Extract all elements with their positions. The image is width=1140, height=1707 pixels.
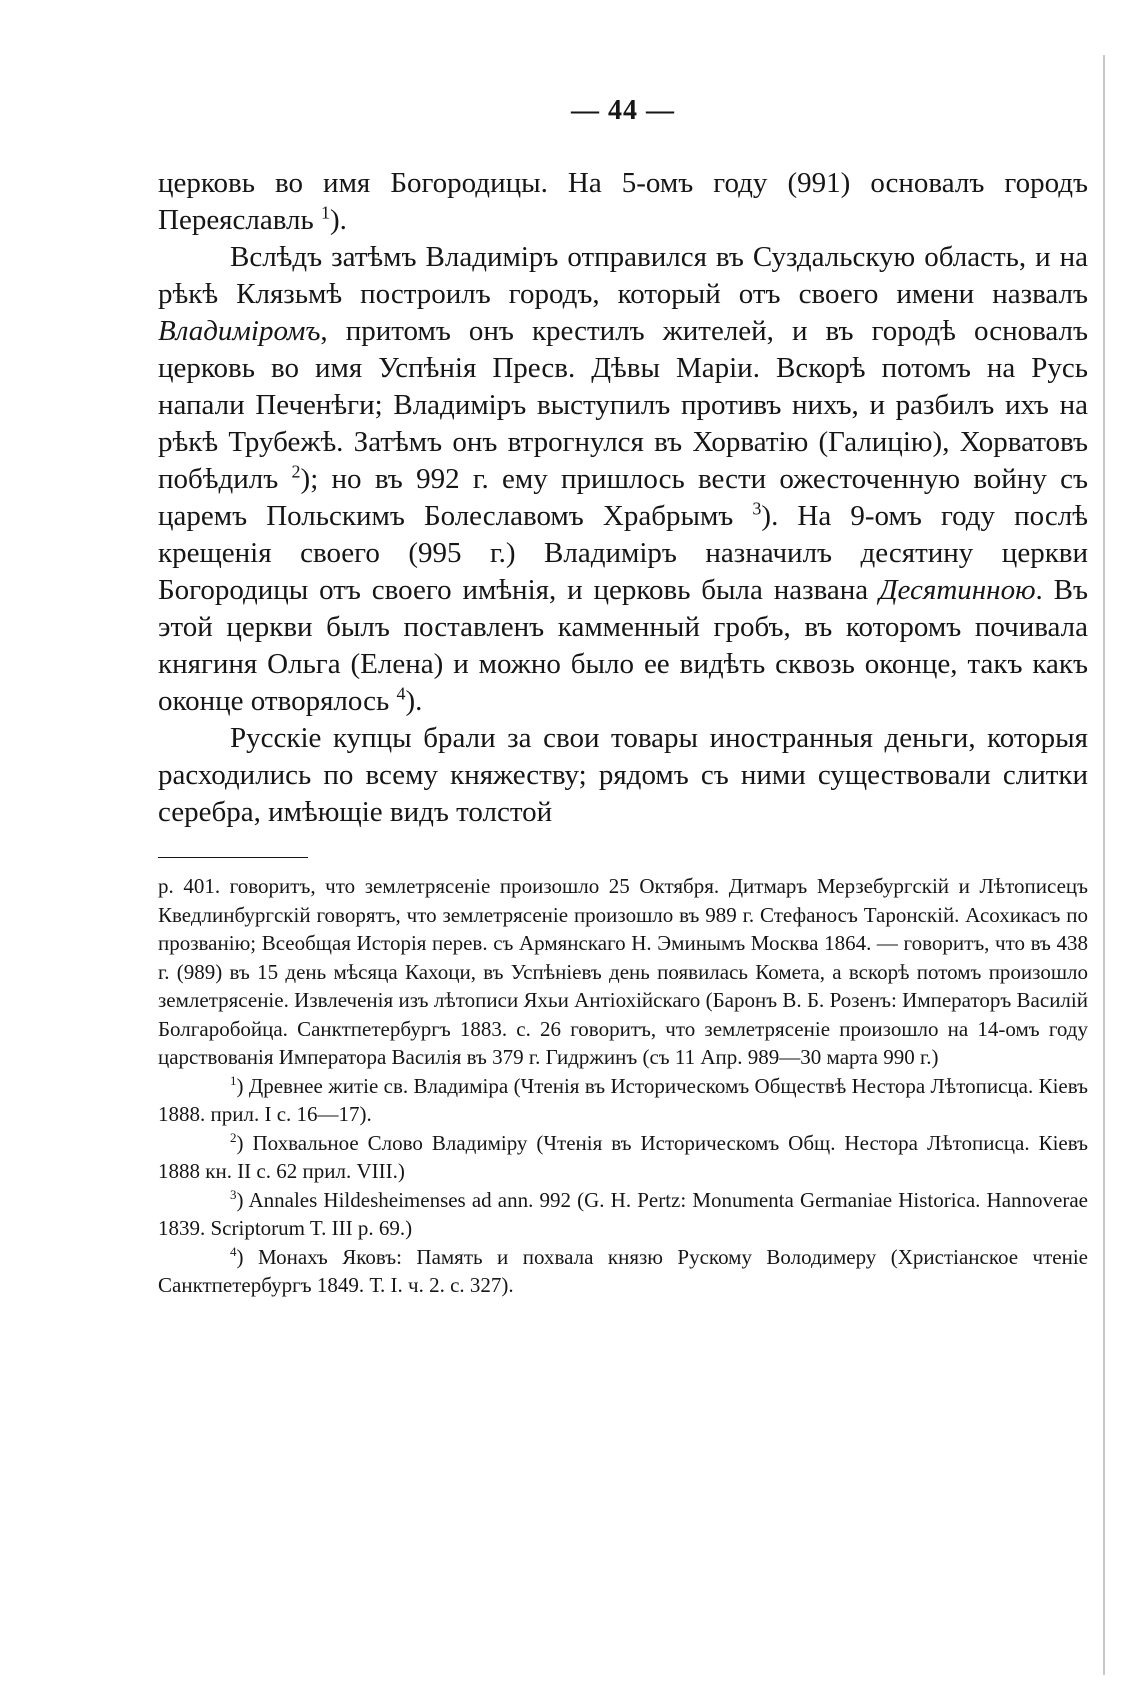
main-text (158, 165, 1088, 831)
page-number: — 44 — (571, 95, 675, 126)
footnote-text: ) Монахъ Яковъ: Память и похвала князю Рускому Володимеру (Христіанское чтеніе Санктпетербургъ 1849. Т. I. ч. 2. с. 327). (158, 1244, 1088, 1297)
footnote-3 (158, 1186, 1088, 1243)
footnote-text: ) Древнее житіе св. Владиміра (Чтенія въ Историческомъ Обществѣ Нестора Лѣтописца. Кіевъ 1888. прил. I с. 16—17). (158, 1073, 1088, 1126)
book-page (158, 95, 1088, 1300)
paragraph-1 (158, 165, 1088, 239)
footnote-mark: 4 (230, 1243, 237, 1259)
footnote-ref: 2 (291, 461, 301, 482)
text-run: ); но въ 992 г. ему пришлось вести ожесточенную войну съ царемъ Польскимъ Болеславомъ Храбрымъ (158, 463, 1088, 532)
text-run: ). На 9-омъ году послѣ крещенія своего (995 г.) Владиміръ назначилъ десятину церкви Богородицы отъ своего имѣнія, и церковь была названа (158, 500, 1088, 606)
text-run: . Въ этой церкви былъ поставленъ камменный гробъ, въ которомъ почивала княгиня Ольга (Елена) и можно было ее видѣть сквозь оконце, такъ какъ оконце отворялось (158, 574, 1088, 717)
footnotes (158, 872, 1088, 1300)
paragraph-2 (158, 239, 1088, 720)
page-edge-line (1103, 55, 1105, 1675)
text-run: ). (405, 685, 423, 717)
footnote-separator (158, 857, 308, 858)
footnote-text: ) Похвальное Слово Владиміру (Чтенія въ Историческомъ Общ. Нестора Лѣтописца. Кіевъ 1888 кн. II с. 62 прил. VIII.) (158, 1130, 1088, 1183)
footnote-4 (158, 1243, 1088, 1300)
footnote-mark: 2 (230, 1129, 237, 1145)
text-run: ). (329, 204, 347, 236)
italic-term: Владиміромъ (158, 315, 321, 347)
footnote-ref: 4 (396, 683, 406, 704)
text-run: Вслѣдъ затѣмъ Владиміръ отправился въ Суздальскую область, и на рѣкѣ Клязьмѣ построилъ городъ, который отъ своего имени назвалъ (158, 241, 1088, 310)
footnote-ref: 1 (321, 202, 330, 223)
footnote-ref: 3 (752, 498, 762, 519)
paragraph-3 (158, 720, 1088, 831)
text-run: , притомъ онъ крестилъ жителей, и въ городѣ основалъ церковь во имя Успѣнія Пресв. Дѣвы Маріи. Вскорѣ потомъ на Русь напали Печенѣги; Владиміръ выступилъ противъ нихъ, и разбилъ ихъ на рѣкѣ Трубежѣ. Затѣмъ онъ втрогнулся въ Хорватію (Галицію), Хорватовъ побѣдилъ (158, 315, 1088, 495)
footnote-1 (158, 1072, 1088, 1129)
text-run: церковь во имя Богородицы. На 5-омъ году (991) основалъ городъ Переяславль (158, 167, 1088, 236)
italic-term: Десятинною (879, 574, 1036, 606)
footnote-mark: 1 (230, 1072, 237, 1088)
footnote-text: ) Annales Hildesheimenses ad ann. 992 (G. H. Pertz: Monumenta Germaniae Historica. Hannoverae 1839. Scriptorum T. III p. 69.) (158, 1187, 1088, 1240)
footnote-mark: 3 (230, 1186, 237, 1202)
footnote-2 (158, 1129, 1088, 1186)
text-run: Русскіе купцы брали за свои товары иностранныя деньги, которыя расходились по всему княжеству; рядомъ съ ними существовали слитки серебра, имѣющіе видъ толстой (158, 722, 1088, 828)
footnote-continuation: р. 401. говоритъ, что землетрясеніе произошло 25 Октября. Дитмаръ Мерзебургскій и Лѣтописецъ Кведлинбургскій говорятъ, что землетрясеніе произошло въ 989 г. Стефаносъ Таронскій. Асохикасъ по прозванію; Всеобщая Исторія перев. съ Армянскаго Н. Эминымъ Москва 1864. — говоритъ, что въ 438 г. (989) въ 15 день мѣсяца Кахоци, въ Успѣніевъ день появилась Комета, а вскорѣ потомъ произошло землетрясеніе. Извлеченія изъ лѣтописи Яхьи Антіохійскаго (Баронъ В. Б. Розенъ: Императоръ Василій Болгаробойца. Санктпетербургъ 1883. с. 26 говоритъ, что землетрясеніе произошло на 14-омъ году царствованія Императора Василія въ 379 г. Гидржинъ (съ 11 Апр. 989—30 марта 990 г.) (158, 874, 1088, 1069)
